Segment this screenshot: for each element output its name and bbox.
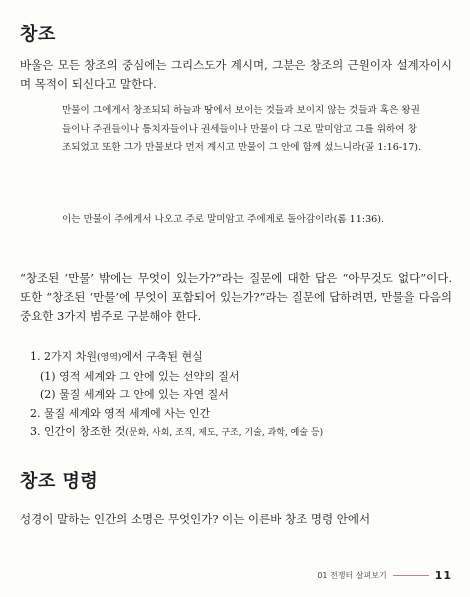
list-item: (1) 영적 세계와 그 안에 있는 선약의 질서 xyxy=(40,369,240,383)
footer-divider xyxy=(393,575,429,576)
scripture-quote-romans: 이는 만물이 주에게서 나오고 주로 말미암고 주에게로 돌아감이라(롬 11:36). xyxy=(62,214,385,225)
page-number: 11 xyxy=(434,569,452,582)
closing-paragraph: 성경이 말하는 인간의 소명은 무엇인가? 이는 이른바 창조 명령 안에서 xyxy=(20,512,371,526)
intro-paragraph: 바울은 모든 창조의 중심에는 그리스도가 계시며, 그분은 창조의 근원이자 설계자이시며 목적이 되신다고 말한다. xyxy=(20,58,452,91)
category-list xyxy=(30,348,450,443)
list-item: 1. 2가지 차원(영역)에서 구축된 현실 xyxy=(30,350,203,363)
section-heading-creation-mandate: 창조 명령 xyxy=(20,471,99,492)
list-item: 2. 물질 세계와 영적 세계에 사는 인간 xyxy=(30,406,211,420)
running-footer-chapter: 01 전쟁터 살펴보기 xyxy=(317,571,387,580)
section-heading-creation: 창조 xyxy=(20,24,56,45)
list-item: (2) 물질 세계와 그 안에 있는 자연 질서 xyxy=(40,388,229,401)
page-footer xyxy=(317,569,452,582)
list-item: 3. 인간이 창조한 것(문화, 사회, 조직, 제도, 구조, 기술, 과학, 예술 등) xyxy=(30,425,324,438)
body-paragraph: “창조된 ‘만물’ 밖에는 무엇이 있는가?”라는 질문에 대한 답은 “아무것도 없다”이다. 또한 “창조된 ‘만물’에 무엇이 포함되어 있는가?”라는 질문에 답하려면, 만물을 다음의 중요한 3가지 범주로 구분해야 한다. xyxy=(20,271,452,323)
scripture-quote-colossians: 만물이 그에게서 창조되되 하늘과 땅에서 보이는 것들과 보이지 않는 것들과 혹은 왕권들이나 주권들이나 통치자들이나 권세들이나 만물이 다 그로 말미암고 그를 위하여 창조되었고 또한 그가 만물보다 먼저 계시고 만물이 그 안에 함께 섰느니라(골 1:16-17). xyxy=(62,105,422,153)
